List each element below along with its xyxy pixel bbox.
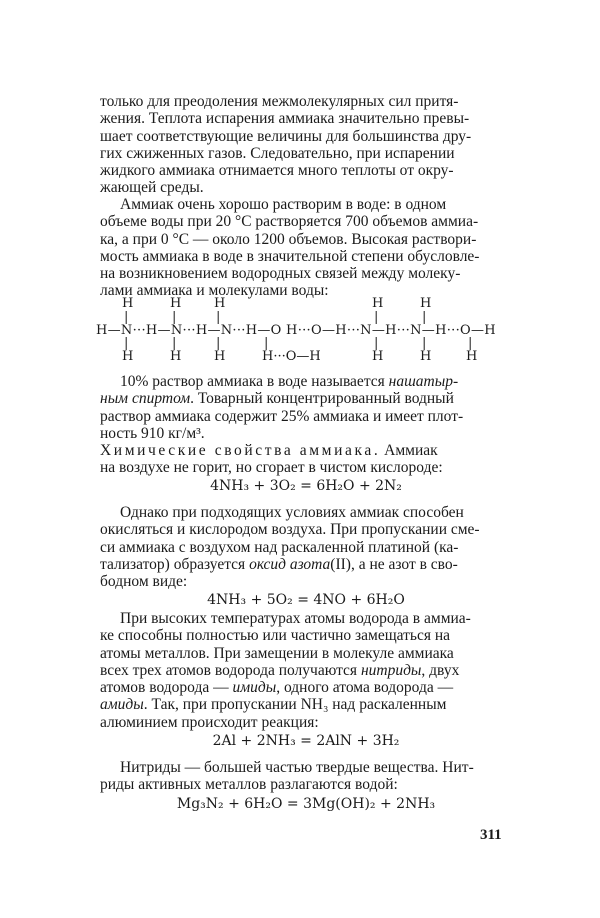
struct-h-bottom-7: H — [466, 349, 478, 364]
text-line: бодном виде: — [100, 573, 188, 591]
text-line: риды активных металлов разлагаются водой: — [100, 776, 398, 794]
text-fragment: всех трех атомов водорода получаются — [100, 661, 361, 679]
text-line: окисляться и кислородом воздуха. При пропускании сме- — [100, 521, 480, 539]
struct-bond: | — [468, 336, 473, 351]
struct-main-row: H—N···H—N···H—N···H—O H···O—H···N—H···N—H···O—H — [96, 323, 496, 338]
text-line — [100, 679, 512, 696]
text-line — [100, 442, 512, 459]
struct-h-top-4: H — [372, 296, 384, 311]
term-ammonia-spirit-end: ным спиртом — [100, 390, 191, 408]
text-line: си аммиака с воздухом над раскаленной платиной (ка- — [100, 538, 459, 556]
term-nitrogen-oxide: оксид азота — [249, 555, 331, 573]
struct-water-bottom: H···O—H — [262, 349, 321, 364]
struct-h-bottom-5: H — [372, 349, 384, 364]
text-line: Нитриды — большей частью твердые вещества. Нит- — [120, 759, 474, 776]
text-line — [100, 373, 512, 390]
text-fragment: тализатор) образуется — [100, 555, 250, 573]
struct-h-bottom-2: H — [170, 349, 182, 364]
text-line: раствор аммиака содержит 25% аммиака и имеет плот- — [100, 407, 464, 425]
term-ammonia-spirit: нашатыр- — [388, 373, 459, 390]
text-line: При высоких температурах атомы водорода в аммиа- — [120, 610, 471, 627]
text-line: на воздухе не горит, но сгорает в чистом кислороде: — [100, 459, 443, 477]
text-line: лами аммиака и молекулами воды: — [100, 282, 329, 300]
text-line: объеме воды при 20 °С растворяется 700 объемов аммиа- — [100, 213, 479, 231]
text-line: ка, а при 0 °С — около 1200 объемов. Высокая раствори- — [100, 230, 477, 248]
paragraph-4 — [100, 442, 512, 477]
text-line — [100, 662, 512, 679]
struct-h-top-5: H — [420, 296, 432, 311]
text-line — [100, 696, 512, 713]
text-line — [100, 556, 512, 573]
text-line: Аммиак очень хорошо растворим в воде: в одном — [120, 196, 447, 213]
text-fragment: , двух — [421, 661, 460, 679]
struct-bond: | — [216, 336, 221, 351]
struct-h-bottom-1: H — [122, 349, 134, 364]
struct-bond: | — [264, 336, 269, 351]
text-fragment: Аммиак — [380, 442, 438, 459]
text-fragment: . Товарный концентрированный водный — [190, 390, 454, 408]
equation-2: 4NH₃ + 5O₂ = 4NO + 6H₂O — [207, 592, 405, 608]
struct-h-bottom-6: H — [420, 349, 432, 364]
section-heading: Химические свойства аммиака. — [100, 442, 381, 459]
paragraph-6 — [100, 610, 512, 731]
text-line: ке способны полностью или частично замещаться на — [100, 627, 451, 645]
text-line: жающей среды. — [100, 179, 204, 197]
text-line: гих сжиженных газов. Следовательно, при испарении — [100, 144, 455, 162]
struct-bond: | — [374, 336, 379, 351]
text-line: мость аммиака в воде в значительной степени обусловле- — [100, 247, 480, 265]
text-fragment: . Так, при пропускании NH₃ над раскаленным — [143, 696, 447, 714]
text-fragment: , одного атома водорода — — [276, 679, 454, 697]
struct-bond: | — [374, 310, 379, 325]
equation-3: 2Al + 2NH₃ = 2AlN + 3H₂ — [212, 733, 400, 749]
text-line: ность 910 кг/м³. — [100, 424, 205, 442]
text-fragment: атомов водорода — — [100, 679, 233, 697]
paragraph-3 — [100, 373, 512, 442]
struct-bond: | — [124, 336, 129, 351]
text-line — [100, 390, 512, 407]
equation-4: Mg₃N₂ + 6H₂O = 3Mg(OH)₂ + 2NH₃ — [176, 796, 436, 812]
text-line: на возникновением водородных связей между молеку- — [100, 265, 461, 283]
struct-bond: | — [422, 310, 427, 325]
text-fragment: 10% раствор аммиака в воде называется — [120, 373, 389, 390]
paragraph-7 — [100, 759, 512, 794]
struct-h-top-3: H — [214, 296, 226, 311]
paragraph-5 — [100, 504, 512, 590]
text-line: жидкого аммиака отнимается много теплоты от окру- — [100, 162, 454, 180]
text-fragment: (II), а не азот в сво- — [330, 555, 458, 573]
text-line: атомы металлов. При замещении в молекуле аммиака — [100, 644, 454, 662]
term-amides: амиды — [100, 696, 144, 714]
struct-bond: | — [172, 310, 177, 325]
page-number: 311 — [480, 827, 502, 843]
text-line: алюминием происходит реакция: — [100, 713, 319, 731]
text-line: только для преодоления межмолекулярных сил притя- — [100, 93, 459, 110]
text-line: жения. Теплота испарения аммиака значительно превы- — [100, 110, 470, 128]
struct-bond: | — [216, 310, 221, 325]
hydrogen-bond-structure — [96, 296, 516, 366]
struct-h-top-1: H — [122, 296, 134, 311]
text-line: Однако при подходящих условиях аммиак способен — [120, 504, 464, 521]
struct-bond: | — [422, 336, 427, 351]
struct-h-bottom-3: H — [214, 349, 226, 364]
paragraph-1 — [100, 93, 512, 197]
struct-bond: | — [124, 310, 129, 325]
equation-1: 4NH₃ + 3O₂ = 6H₂O + 2N₂ — [210, 478, 402, 494]
paragraph-2 — [100, 196, 512, 300]
term-imides: имиды — [232, 679, 277, 697]
term-nitrides: нитриды — [360, 661, 422, 679]
struct-bond: | — [172, 336, 177, 351]
struct-h-top-2: H — [170, 296, 182, 311]
text-line: шает соответствующие величины для большинства дру- — [100, 127, 472, 145]
